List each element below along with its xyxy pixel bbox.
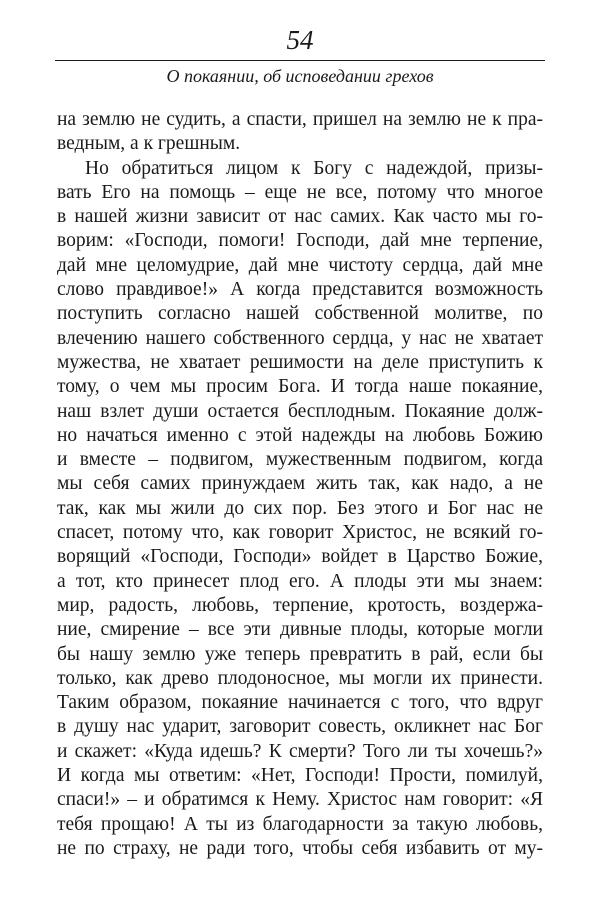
- text-line: мир, радость, любовь, терпение, кротость, воздержа-: [57, 594, 543, 616]
- text-line: тому, о чем мы просим Бога. И тогда наше покаяние,: [57, 376, 543, 398]
- text-line: в нашей жизни зависит от нас самих. Как часто мы го-: [57, 206, 543, 228]
- text-line: наш взлет души остается бесплодным. Покаяние долж-: [57, 400, 543, 422]
- text-line: только, как древо плодоносное, мы могли их принести.: [57, 667, 543, 689]
- text-line: слово правдивое!» А когда представится возможность: [57, 279, 543, 301]
- text-line: а тот, кто принесет плод его. А плоды эти мы знаем:: [57, 570, 543, 592]
- text-line: Таким образом, покаяние начинается с того, что вдруг: [57, 692, 543, 714]
- text-line: ние, смирение – все эти дивные плоды, которые могли: [57, 619, 543, 641]
- text-line: ворим: «Господи, помоги! Господи, дай мне терпение,: [57, 230, 543, 252]
- text-line: И когда мы ответим: «Нет, Господи! Прости, помилуй,: [57, 765, 543, 787]
- running-title: О покаянии, об исповедании грехов: [166, 66, 434, 86]
- text-line: ведным, а к грешным.: [57, 133, 241, 155]
- text-line: и вместе – подвигом, мужественным подвигом, когда: [57, 449, 543, 471]
- text-line: ворящий «Господи, Господи» войдет в Царство Божие,: [57, 546, 543, 568]
- header-rule: [55, 60, 545, 61]
- text-line: и скажет: «Куда идешь? К смерти? Того ли ты хочешь?»: [57, 740, 543, 762]
- text-line: мужества, не хватает решимости на деле приступить к: [57, 351, 543, 373]
- page-number: 54: [286, 25, 314, 55]
- text-line: но начаться именно с этой надежды на любовь Божию: [57, 424, 543, 446]
- text-line: в душу нас ударит, заговорит совесть, окликнет нас Бог: [57, 716, 543, 738]
- body-text: [57, 108, 543, 861]
- text-line: влечению нашего собственного сердца, у нас не хватает: [57, 327, 543, 349]
- text-line: поступить согласно нашей собственной молитве, по: [57, 303, 543, 325]
- text-line: тебя прощаю! А ты из благодарности за такую любовь,: [57, 813, 543, 835]
- text-line: дай мне целомудрие, дай мне чистоту сердца, дай мне: [57, 254, 543, 276]
- text-line: вать Его на помощь – еще не все, потому что многое: [57, 181, 543, 203]
- text-line: бы нашу землю уже теперь превратить в рай, если бы: [57, 643, 543, 665]
- text-line: не по страху, не ради того, чтобы себя избавить от му-: [57, 837, 543, 859]
- text-line: мы себя самих принуждаем жить так, как надо, а не: [57, 473, 543, 495]
- text-line: Но обратиться лицом к Богу с надеждой, призы-: [85, 157, 543, 179]
- text-line: на землю не судить, а спасти, пришел на землю не к пра-: [57, 109, 543, 130]
- text-line: спаси!» – и обратимся к Нему. Христос нам говорит: «Я: [57, 789, 543, 811]
- text-line: спасет, потому что, как говорит Христос, не всякий го-: [57, 522, 543, 544]
- text-line: так, как мы жили до сих пор. Без этого и Бог нас не: [57, 497, 543, 519]
